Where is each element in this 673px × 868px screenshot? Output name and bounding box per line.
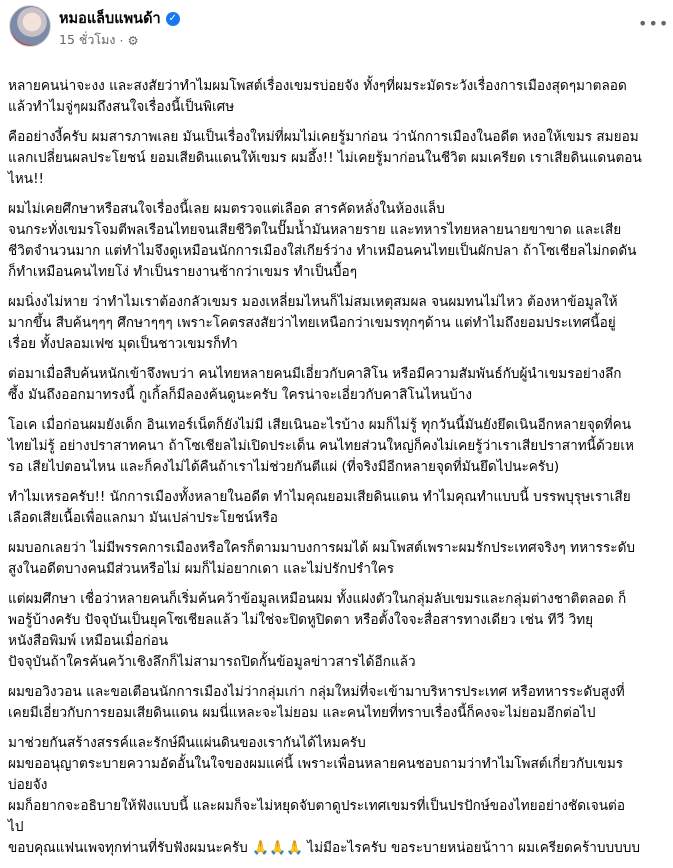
audience-gear-icon[interactable]: ⚙ [127,32,139,48]
meta-separator: · [119,32,124,48]
post-text-line: แลกเปลี่ยนผลประโยชน์ ยอมเสียดินแดนให้เขมร ผมอึ้ง!! ไม่เคยรู้มาก่อนในชีวิต ผมเครียด เราเสียดินแดนตอน [8,150,642,166]
post-text-line: ก็ทำเหมือนคนไทยโง่ ทำเป็นรายงานช้ากว่าเขมร ทำเป็นบื้อๆ [8,264,358,280]
post-text-line: ขอบคุณแฟนเพจทุกท่านที่รับฟังผมนะครับ 🙏🙏🙏 ไม่มีอะไรครับ ขอระบายหน่อยน้าาา ผมเครียดคร้าบบบบบ [8,840,641,856]
post-text-line: แต่ผมศึกษา เชื่อว่าหลายคนก็เริ่มค้นคว้าข้อมูลเหมือนผม ทั้งแฝงตัวในกลุ่มลับเขมรและกลุ่มต่างชาติตลอด ก็ [8,591,627,607]
post-text-line: เรื่อย ทั้งปลอมเฟซ มุดเป็นชาวเขมรก็ทำ [8,336,238,352]
post-text-line: เลือดเสียเนื้อเพื่อแลกมา มันเปล่าประโยชน์หรือ [8,510,278,526]
post-text-line: ผมไม่เคยศึกษาหรือสนใจเรื่องนี้เลย ผมตรวจแต่เลือด สารคัดหลั่งในห้องแล็บ [8,201,445,217]
post-text-line: สูงในอดีตบางคนมีส่วนหรือไม่ ผมก็ไม่อยากเดา และไม่ปรักปรำใคร [8,561,395,577]
post-paragraph [8,199,642,283]
author-name-row [59,7,180,30]
post-text-line: มากขึ้น สืบค้นๆๆๆ ศึกษาๆๆๆ เพราะโคตรสงสัยว่าไทยเหนือกว่าเขมรทุกๆด้าน แต่ทำไมถึงยอมประเทศนี้อยู่ [8,315,616,331]
post-paragraph [8,682,642,724]
post-text-line: ชีวิตจำนวนมาก แต่ทำไมจึงดูเหมือนนักการเมืองใส่เกียร์ว่าง ทำเหมือนคนไทยเป็นผักปลา ถ้าโซเชียลไม่กดดัน [8,243,637,259]
post-text-line: แล้วทำไมจู่ๆผมถึงสนใจเรื่องนี้เป็นพิเศษ [8,99,235,115]
post-text-line: ผมนิ่งงไม่หาย ว่าทำไมเราต้องกลัวเขมร มองเหลี่ยมไหนก็ไม่สมเหตุสมผล จนผมทนไม่ไหว ต้องหาข้อมูลให้ [8,294,618,310]
post-paragraph [8,415,642,478]
verified-badge-icon: ✓ [166,12,180,26]
post-timestamp[interactable]: 15 ชั่วโมง [59,32,116,47]
post-meta [59,30,139,50]
post-text-line: หลายคนน่าจะงง และสงสัยว่าทำไมผมโพสต์เรื่องเขมรบ่อยจัง ทั้งๆที่ผมระมัดระวังเรื่องการเมืองสุดๆมาตลอด [8,78,627,94]
post-paragraph [8,538,642,580]
post-text-line: ไหน!! [8,171,44,187]
post-text-line: ซึ้ง มันถึงออกมาทรงนี้ กูเกิ้ลก็มีลองค้นดูนะครับ ใครน่าจะเอี่ยวกับคาสิโนไหนบ้าง [8,387,472,403]
post-text-line: ผมขอวิงวอน และขอเตือนนักการเมืองไม่ว่ากลุ่มเก่า กลุ่มใหม่ที่จะเข้ามาบริหารประเทศ หรือทหารระดับสูงที่ [8,684,625,700]
post-text-line: พอรู้บ้างครับ ปัจจุบันเป็นยุคโซเชียลแล้ว ไม่ใช่จะปิดหูปิดตา หรือตั้งใจจะสื่อสารทางเดียว เช่น ทีวี วิทยุ [8,612,594,628]
post-body [8,76,642,868]
post-text-line: ผมบอกเลยว่า ไม่มีพรรคการเมืองหรือใครก็ตามมาบงการผมได้ ผมโพสต์เพราะผมรักประเทศจริงๆ ทหารระดับ [8,540,636,556]
post-text-line: จนกระทั่งเขมรโจมตีพลเรือนไทยจนเสียชีวิตในปั๊มน้ำมันหลายราย และทหารไทยหลายนายขาขาด และเสีย [8,222,622,238]
post-paragraph [8,487,642,529]
post-paragraph [8,364,642,406]
post-text-line: คืออย่างงี้ครับ ผมสารภาพเลย มันเป็นเรื่องใหม่ที่ผมไม่เคยรู้มาก่อน ว่านักการเมืองในอดีต หงอให้เขมร สมยอม [8,129,639,145]
post-text-line: ไทยไม่รู้ อย่างปราสาทคนา ถ้าโซเชียลไม่เปิดประเด็น คนไทยส่วนใหญ่ก็คงไม่เคยรู้ว่าเราเสียปราสาทนี้ด้วยเห [8,438,635,454]
author-avatar[interactable] [9,5,51,47]
post-text-line: ต่อมาเมื่อสืบค้นหนักเข้าจึงพบว่า คนไทยหลายคนมีเอี่ยวกับคาสิโน หรือมีความสัมพันธ์กับผู้นำเขมรอย่างลึก [8,366,622,382]
post-text-line: โอเค เมื่อก่อนผมยังเด็ก อินเทอร์เน็ตก็ยังไม่มี เสียเนินอะไรบ้าง ผมก็ไม่รู้ ทุกวันนี้มันยังยึดเนินอีกหลายจุดที่คน [8,417,632,433]
post-header [0,0,673,70]
post-text-line: มาช่วยกันสร้างสรรค์และรักษ์ผืนแผ่นดินของเรากันได้ไหมครับ [8,735,366,751]
post-text-line: รอ เสียไปตอนไหน และก็คงไม่ได้คืนถ้าเราไม่ช่วยกันตีแผ่ (ที่จริงมีอีกหลายจุดที่มันยึดไปนะครับ) [8,459,560,475]
post-text-line: ไป [8,819,24,835]
post-text-line: ทำไมเหรอครับ!! นักการเมืองทั้งหลายในอดีต ทำไมคุณยอมเสียดินแดน ทำไมคุณทำแบบนี้ บรรพบุรุษเราเสีย [8,489,631,505]
post-paragraph [8,589,642,673]
post-paragraph [8,127,642,190]
post-text-line: ปัจจุบันถ้าใครค้นคว้าเชิงลึกก็ไม่สามารถปิดกั้นข้อมูลข่าวสารได้อีกแล้ว [8,654,416,670]
post-text-line: เคยมีเอี่ยวกับการยอมเสียดินแดน ผมนี่แหละจะไม่ยอม และคนไทยที่ทราบเรื่องนี้ก็คงจะไม่ยอมอีกต่อไป [8,705,596,721]
post-text-line: บ่อยจัง [8,777,48,793]
post-text-line: ผมก็อยากจะอธิบายให้ฟังแบบนี้ และผมก็จะไม่หยุดจับตาดูประเทศเขมรที่เป็นปรปักษ์ของไทยอย่างชัดเจนต่อ [8,798,626,814]
post-text-line: หนังสือพิมพ์ เหมือนเมื่อก่อน [8,633,169,649]
post-paragraph [8,292,642,355]
post-paragraph [8,76,642,118]
post-text-line: ผมขออนุญาตระบายความอัดอั้นในใจของผมแค่นี้ เพราะเพื่อนหลายคนชอบถามว่าทำไมโพสต์เกี่ยวกับเขมร [8,756,624,772]
post-paragraph [8,733,642,859]
more-options-icon[interactable]: ••• [638,14,670,33]
author-name[interactable]: หมอแล็บแพนด้า [59,11,161,27]
